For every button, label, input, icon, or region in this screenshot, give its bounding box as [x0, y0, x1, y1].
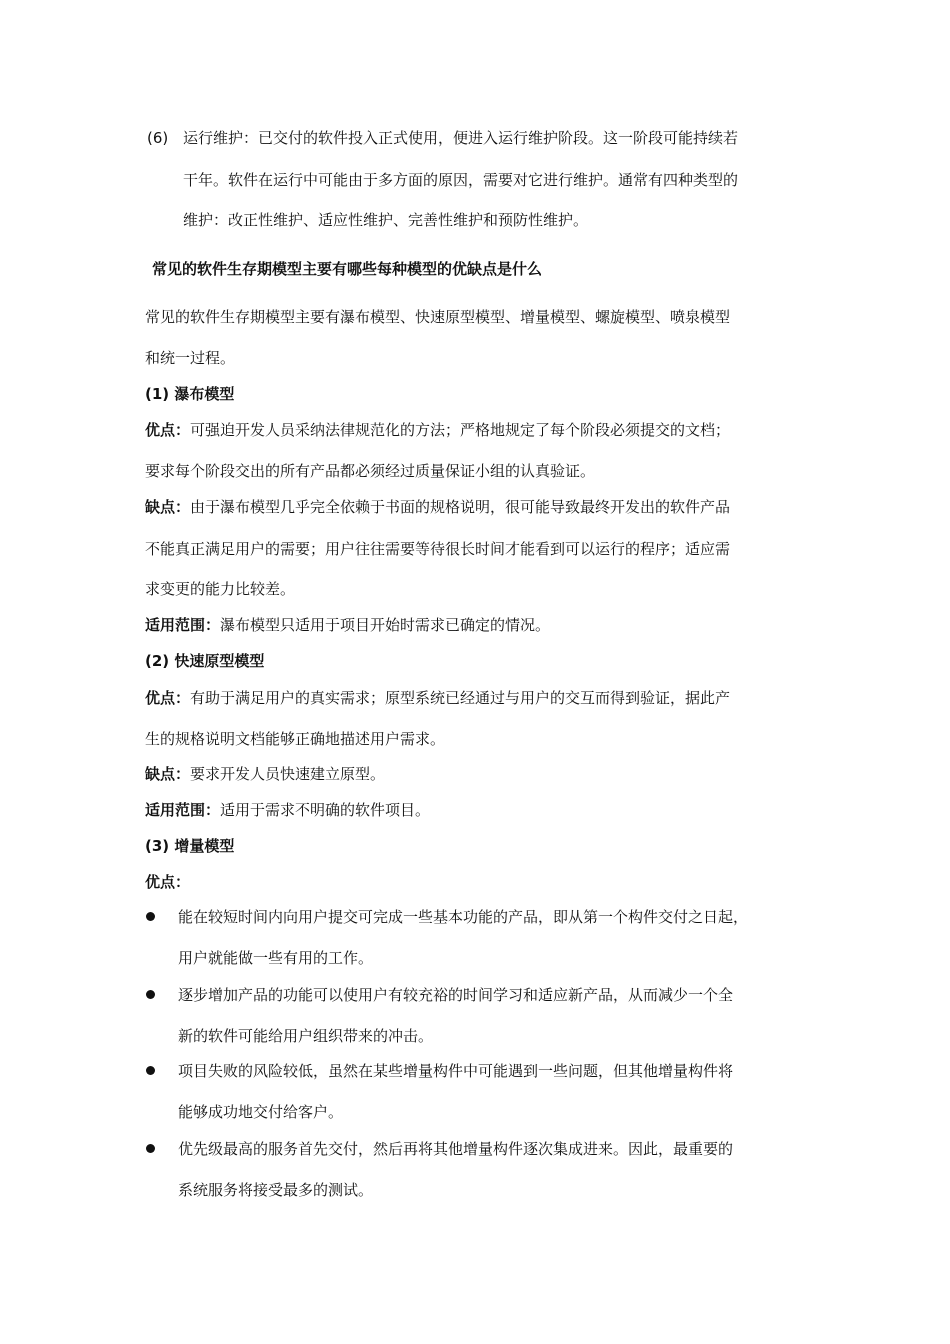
- bullet-2-line-2: 新的软件可能给用户组织带来的冲击。: [178, 1027, 434, 1045]
- prototype-scope: [145, 800, 430, 820]
- waterfall-pros: [145, 420, 730, 440]
- waterfall-cons-line-2: 不能真正满足用户的需要；用户往往需要等待很长时间才能看到可以运行的程序；适应需: [145, 540, 731, 558]
- prototype-pros: [145, 688, 730, 708]
- cons-label: 缺点：: [145, 498, 191, 516]
- scope-label: 适用范围：: [145, 616, 221, 634]
- bullet-icon: [146, 912, 155, 921]
- item-number: (6): [147, 129, 169, 147]
- bullet-icon: [146, 1144, 155, 1153]
- bullet-3-line-1: 项目失败的风险较低，虽然在某些增量构件中可能遇到一些问题，但其他增量构件将: [178, 1062, 734, 1080]
- waterfall-scope: [145, 615, 550, 635]
- incremental-heading: (3) 增量模型: [145, 837, 235, 855]
- bullet-4-line-1: 优先级最高的服务首先交付，然后再将其他增量构件逐次集成进来。因此，最重要的: [178, 1140, 734, 1158]
- bullet-3-line-2: 能够成功地交付给客户。: [178, 1103, 344, 1121]
- incremental-pros-label: 优点：: [145, 873, 191, 891]
- prototype-pros-line-1: 有助于满足用户的真实需求；原型系统已经通过与用户的交互而得到验证，据此产: [190, 689, 731, 707]
- bullet-4-line-2: 系统服务将接受最多的测试。: [178, 1181, 374, 1199]
- bullet-1-line-2: 用户就能做一些有用的工作。: [178, 949, 374, 967]
- pros-label: 优点：: [145, 689, 191, 707]
- intro-line-1: 常见的软件生存期模型主要有瀑布模型、快速原型模型、增量模型、螺旋模型、喷泉模型: [145, 308, 731, 326]
- waterfall-cons-line-1: 由于瀑布模型几乎完全依赖于书面的规格说明，很可能导致最终开发出的软件产品: [190, 498, 731, 516]
- pros-label: 优点：: [145, 421, 191, 439]
- item6-line-2: 干年。软件在运行中可能由于多方面的原因，需要对它进行维护。通常有四种类型的: [183, 171, 739, 189]
- bullet-2-line-1: 逐步增加产品的功能可以使用户有较充裕的时间学习和适应新产品，从而减少一个全: [178, 986, 734, 1004]
- waterfall-cons-line-3: 求变更的能力比较差。: [145, 580, 296, 598]
- prototype-cons: [145, 764, 385, 784]
- waterfall-pros-line-2: 要求每个阶段交出的所有产品都必须经过质量保证小组的认真验证。: [145, 462, 596, 480]
- question-heading: 常见的软件生存期模型主要有哪些每种模型的优缺点是什么: [152, 260, 543, 278]
- bullet-1-line-1: 能在较短时间内向用户提交可完成一些基本功能的产品，即从第一个构件交付之日起，: [178, 908, 749, 926]
- cons-label: 缺点：: [145, 765, 191, 783]
- prototype-cons-text: 要求开发人员快速建立原型。: [190, 765, 386, 783]
- waterfall-scope-text: 瀑布模型只适用于项目开始时需求已确定的情况。: [220, 616, 551, 634]
- waterfall-pros-line-1: 可强迫开发人员采纳法律规范化的方法；严格地规定了每个阶段必须提交的文档；: [190, 421, 731, 439]
- bullet-icon: [146, 1066, 155, 1075]
- intro-line-2: 和统一过程。: [145, 349, 236, 367]
- item6-line-1: 运行维护：已交付的软件投入正式使用，便进入运行维护阶段。这一阶段可能持续若: [183, 129, 739, 147]
- prototype-scope-text: 适用于需求不明确的软件项目。: [220, 801, 431, 819]
- scope-label: 适用范围：: [145, 801, 221, 819]
- bullet-icon: [146, 990, 155, 999]
- prototype-heading: (2) 快速原型模型: [145, 652, 265, 670]
- waterfall-heading: (1) 瀑布模型: [145, 385, 235, 403]
- item6-line-3: 维护：改正性维护、适应性维护、完善性维护和预防性维护。: [183, 211, 589, 229]
- waterfall-cons: [145, 497, 730, 517]
- prototype-pros-line-2: 生的规格说明文档能够正确地描述用户需求。: [145, 730, 446, 748]
